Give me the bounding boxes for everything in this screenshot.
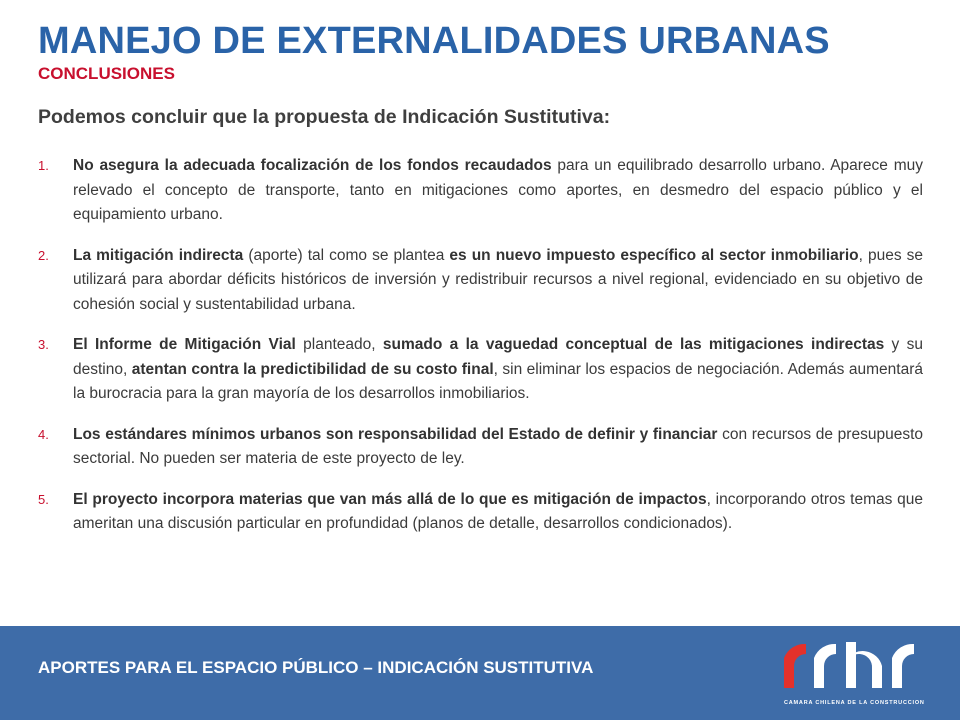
- list-item-number: 3.: [38, 337, 49, 352]
- list-item: [38, 423, 923, 472]
- list-item-number: 5.: [38, 491, 49, 507]
- intro-heading: Podemos concluir que la propuesta de Indicación Sustitutiva:: [38, 106, 611, 128]
- emphasis-text: La mitigación indirecta: [73, 246, 244, 264]
- list-item: [38, 333, 923, 407]
- body-text: , sin eliminar los espacios de negociación. Además aumentará la burocracia para la gran mayoría de los desarrollos inmobiliarios.: [73, 360, 923, 402]
- list-item: [38, 488, 923, 537]
- emphasis-text: No asegura la adecuada focalización de los fondos recaudados: [73, 157, 552, 174]
- list-item-number: 4.: [38, 426, 49, 442]
- emphasis-text: Los estándares mínimos urbanos son responsabilidad del Estado de definir y financiar: [73, 425, 718, 443]
- emphasis-text: es un nuevo impuesto específico al sector inmobiliario: [449, 246, 859, 264]
- body-text: (aporte) tal como se plantea: [243, 246, 450, 264]
- body-text: planteado,: [295, 336, 383, 353]
- conclusions-list: [38, 154, 923, 537]
- body-text: con recursos de presupuesto sectorial. No pueden ser materia de este proyecto de ley.: [73, 425, 923, 467]
- footer-bar: [0, 626, 960, 720]
- emphasis-text: atentan contra la predictibilidad de su costo final: [131, 360, 494, 378]
- cchc-logo: [770, 638, 950, 718]
- list-item-number: 2.: [38, 247, 49, 263]
- body-text: para un equilibrado desarrollo urbano. Aparece muy relevado el concepto de transporte, tanto en mitigaciones como aportes, en desmedro del espacio público y el equipamiento urbano.: [73, 157, 923, 223]
- body-text: , incorporando otros temas que ameritan una discusión particular en profundidad (planos de detalle, desarrollos condicionados).: [73, 490, 923, 532]
- list-item: [38, 244, 923, 318]
- emphasis-text: sumado a la vaguedad conceptual de las mitigaciones indirectas: [382, 336, 885, 353]
- list-item-number: 1.: [38, 158, 49, 173]
- cchc-logo-icon: [770, 638, 950, 698]
- body-text: , pues se utilizará para abordar déficits históricos de inversión y redistribuir recursos a nivel regional, evidenciado en su objetivo de cohesión social y sustentabilidad urbana.: [73, 246, 924, 313]
- emphasis-text: El Informe de Mitigación Vial: [73, 336, 296, 353]
- slide-title: MANEJO DE EXTERNALIDADES URBANAS: [38, 20, 830, 62]
- slide-subtitle: CONCLUSIONES: [38, 64, 175, 83]
- footer-text: APORTES PARA EL ESPACIO PÚBLICO – INDICACIÓN SUSTITUTIVA: [38, 658, 594, 677]
- logo-caption: CAMARA CHILENA DE LA CONSTRUCCION: [784, 700, 925, 706]
- body-text: y su destino,: [73, 336, 924, 378]
- list-item: [38, 154, 923, 228]
- emphasis-text: El proyecto incorpora materias que van más allá de lo que es mitigación de impactos: [73, 490, 707, 508]
